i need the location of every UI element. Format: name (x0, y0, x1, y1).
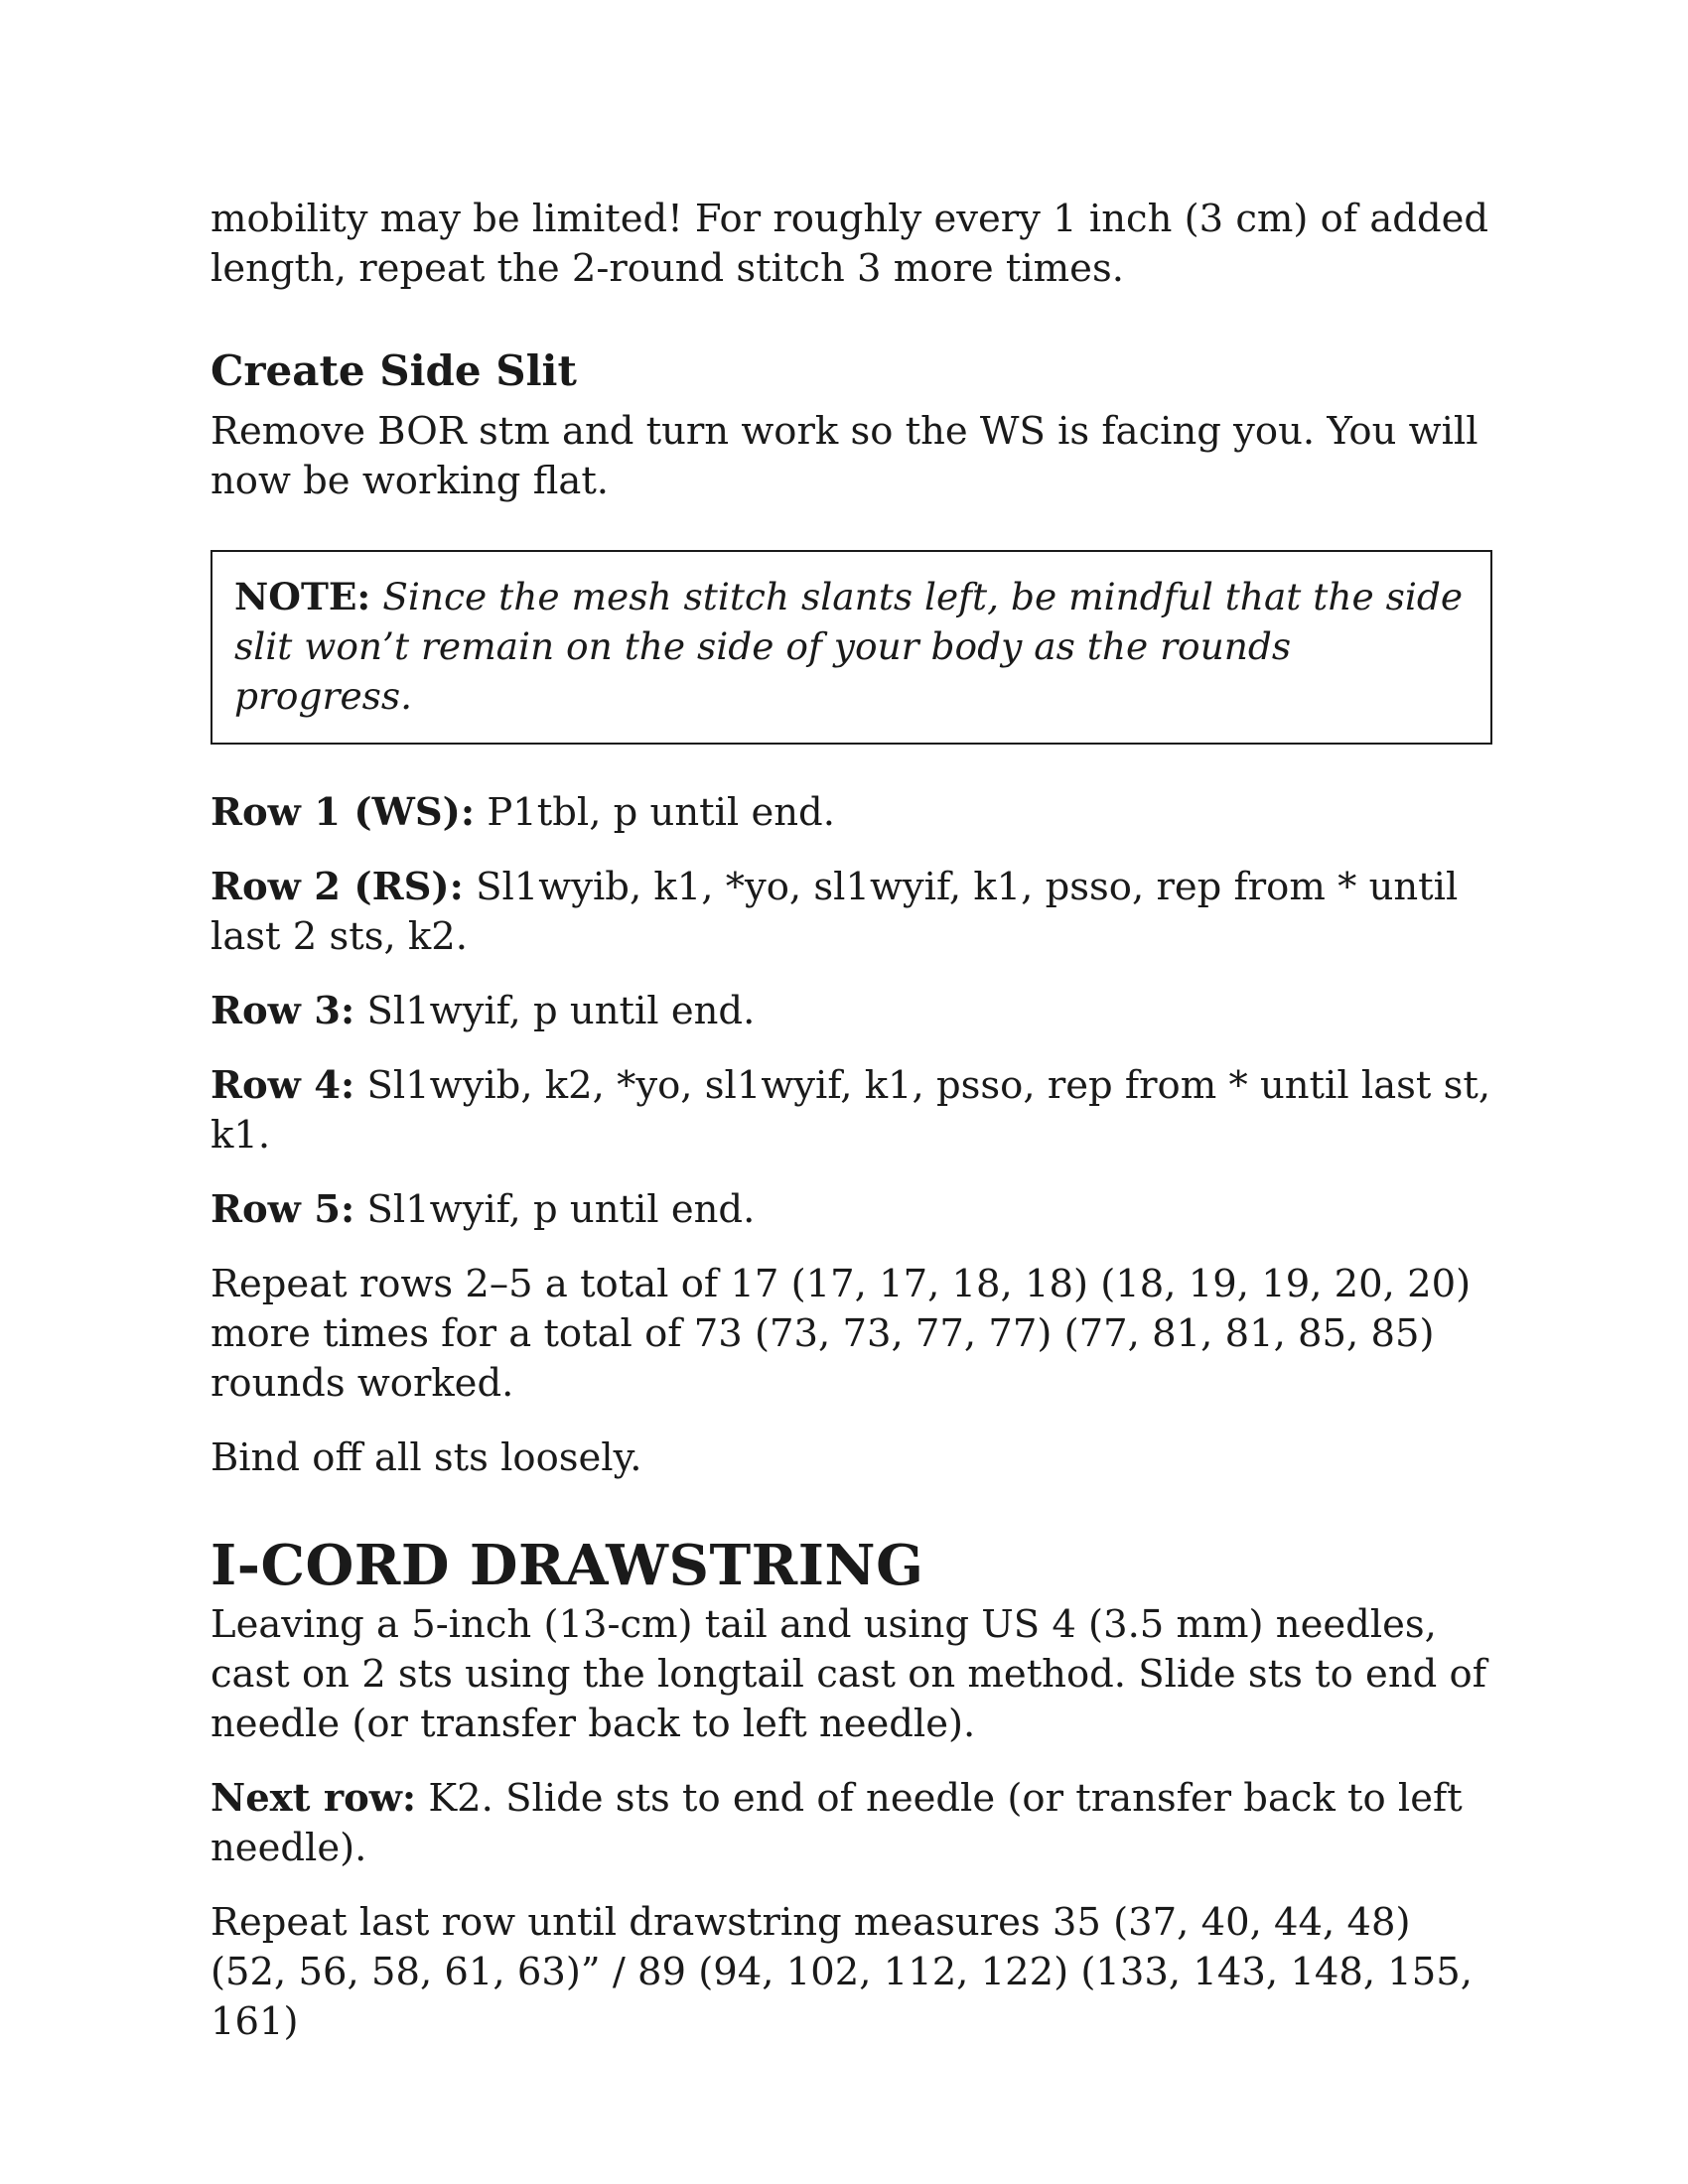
row-instruction-4 (211, 1061, 1491, 1160)
note-label: NOTE: (234, 575, 371, 618)
row-label: Row 3: (211, 989, 355, 1033)
icord-next-row (211, 1774, 1491, 1873)
icord-repeat-paragraph: Repeat last row until drawstring measures 35 (37, 40, 44, 48) (52, 56, 58, 61, 63)” / 89 (94, 102, 112, 122) (133, 143, 148, 155, 161) (211, 1900, 1474, 2044)
row-text: K2. Slide sts to end of needle (or transfer back to left needle). (211, 1776, 1463, 1870)
intro-paragraph: mobility may be limited! For roughly every 1 inch (3 cm) of added length, repeat the 2-round stitch 3 more times. (211, 197, 1489, 291)
row-text: P1tbl, p until end. (487, 790, 835, 835)
note-paragraph (234, 572, 1469, 721)
row-instruction-5 (211, 1185, 1491, 1235)
row-label: Row 2 (RS): (211, 865, 464, 909)
icord-cast-on-paragraph: Leaving a 5-inch (13-cm) tail and using US 4 (3.5 mm) needles, cast on 2 sts using the longtail cast on method. Slide sts to end of needle (or transfer back to left needle). (211, 1602, 1486, 1746)
row-text: Sl1wyib, k2, *yo, sl1wyif, k1, psso, rep from * until last st, k1. (211, 1063, 1491, 1158)
note-box (211, 550, 1492, 745)
icord-section-title: I-CORD DRAWSTRING (211, 1533, 924, 1598)
document-page (211, 195, 1491, 2072)
row-text: Sl1wyib, k1, *yo, sl1wyif, k1, psso, rep from * until last 2 sts, k2. (211, 865, 1459, 959)
row-instruction-3 (211, 987, 1491, 1036)
repeat-rows-paragraph: Repeat rows 2–5 a total of 17 (17, 17, 18, 18) (18, 19, 19, 20, 20) more times for a total of 73 (73, 73, 77, 77) (77, 81, 81, 85, 85) rounds worked. (211, 1262, 1472, 1406)
side-slit-intro: Remove BOR stm and turn work so the WS is facing you. You will now be working flat. (211, 409, 1478, 503)
row-text: Sl1wyif, p until end. (366, 989, 756, 1033)
row-instruction-1 (211, 788, 1491, 838)
row-label: Row 1 (WS): (211, 790, 476, 835)
row-label: Next row: (211, 1776, 417, 1821)
row-label: Row 4: (211, 1063, 355, 1108)
side-slit-heading: Create Side Slit (211, 346, 577, 395)
row-text: Sl1wyif, p until end. (366, 1187, 756, 1232)
row-label: Row 5: (211, 1187, 355, 1232)
bind-off-paragraph: Bind off all sts loosely. (211, 1435, 642, 1480)
note-text: Since the mesh stitch slants left, be mindful that the side slit won’t remain on the side of your body as the rounds progress. (234, 575, 1464, 718)
row-instruction-2 (211, 863, 1491, 962)
